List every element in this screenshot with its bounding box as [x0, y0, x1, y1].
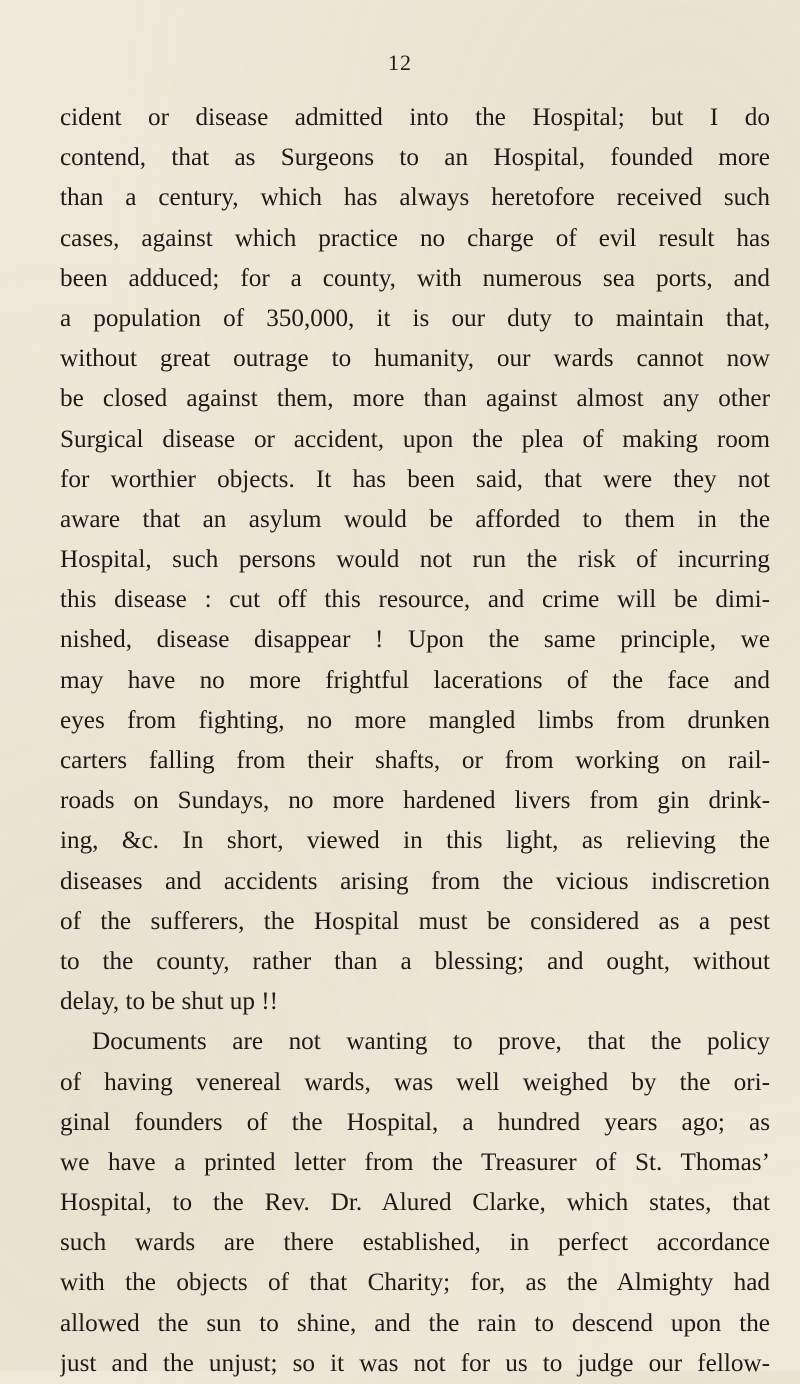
text-line-20: diseases and accidents arising from the vicious indiscretion	[60, 867, 770, 895]
text-line-12: Hospital, such persons would not run the risk of incurring	[60, 546, 770, 574]
text-line-17: carters falling from their shafts, or from working on rail-	[60, 747, 770, 774]
text-line-13: this disease : cut off this resource, and crime will be dimi-	[60, 586, 770, 614]
text-line-11: aware that an asylum would be afforded to them in the	[60, 505, 770, 533]
text-line-26: ginal founders of the Hospital, a hundred years ago; as	[60, 1108, 770, 1136]
text-line-14: nished, disease disappear ! Upon the same principle, we	[60, 626, 770, 654]
text-line-8: be closed against them, more than against almost any other	[60, 385, 770, 413]
text-line-22: to the county, rather than a blessing; and ought, without	[60, 947, 770, 975]
text-line-28: Hospital, to the Rev. Dr. Alured Clarke, which states, that	[60, 1189, 770, 1217]
text-line-16: eyes from fighting, no more mangled limbs from drunken	[60, 706, 770, 734]
text-line-19: ing, &c. In short, viewed in this light, as relieving the	[60, 827, 770, 855]
text-line-27: we have a printed letter from the Treasurer of St. Thomas’	[60, 1148, 770, 1176]
text-line-6: a population of 350,000, it is our duty to maintain that,	[60, 304, 770, 332]
text-line-32: just and the unjust; so it was not for us to judge our fellow-	[60, 1349, 770, 1377]
text-line-24: Documents are not wanting to prove, that the policy	[92, 1028, 770, 1056]
text-line-25: of having venereal wards, was well weighed by the ori-	[60, 1068, 770, 1096]
text-line-30: with the objects of that Charity; for, as the Almighty had	[60, 1269, 770, 1297]
text-line-31: allowed the sun to shine, and the rain to descend upon the	[60, 1309, 770, 1337]
text-line-2: contend, that as Surgeons to an Hospital, founded more	[60, 144, 770, 172]
text-line-9: Surgical disease or accident, upon the plea of making room	[60, 425, 770, 453]
page-number: 12	[388, 50, 412, 75]
text-line-5: been adduced; for a county, with numerous sea ports, and	[60, 264, 770, 292]
text-line-3: than a century, which has always heretofore received such	[60, 184, 770, 212]
text-line-1: cident or disease admitted into the Hospital; but I do	[60, 104, 770, 131]
text-line-23: delay, to be shut up !!	[60, 988, 279, 1016]
body-text	[60, 98, 770, 1384]
text-line-4: cases, against which practice no charge of evil result has	[60, 224, 770, 252]
text-line-29: such wards are there established, in perfect accordance	[60, 1229, 770, 1257]
text-line-21: of the sufferers, the Hospital must be considered as a pest	[60, 907, 770, 935]
text-line-7: without great outrage to humanity, our wards cannot now	[60, 345, 770, 373]
text-line-18: roads on Sundays, no more hardened livers from gin drink-	[60, 787, 770, 815]
text-line-10: for worthier objects. It has been said, that were they not	[60, 465, 770, 493]
text-line-15: may have no more frightful lacerations of the face and	[60, 666, 770, 694]
